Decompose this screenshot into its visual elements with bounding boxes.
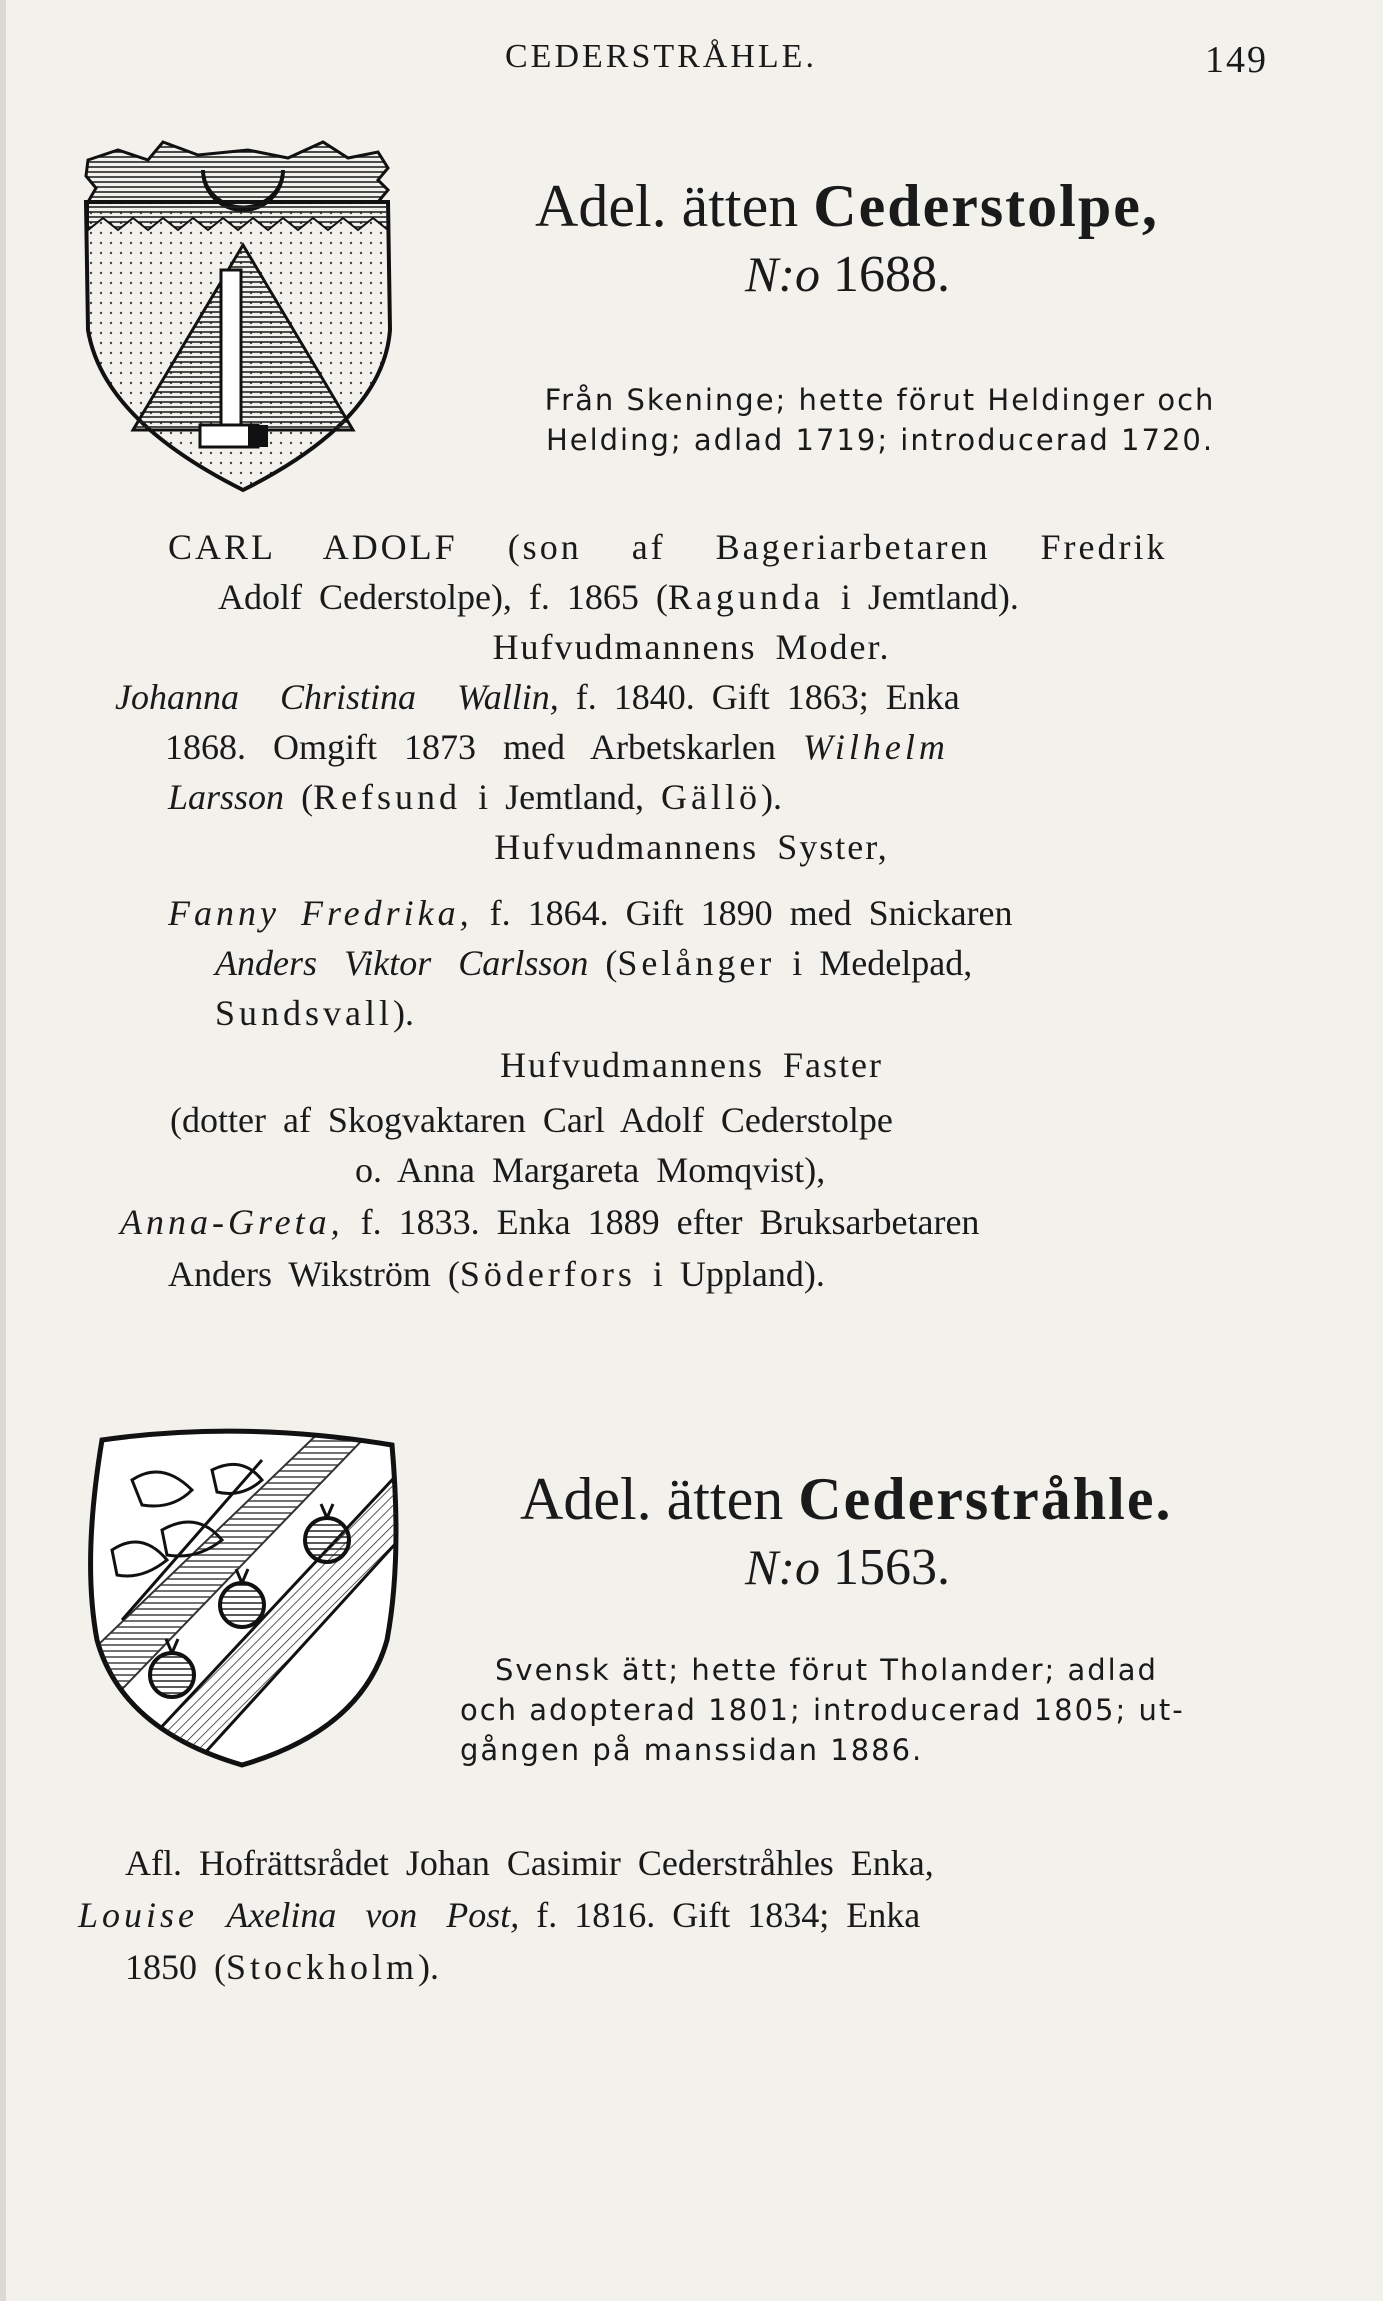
origin-line: Från Skeninge; hette förut Heldinger och [544, 383, 1216, 417]
title-prefix: Adel. ätten [520, 1466, 784, 1532]
origin-line: Svensk ätt; hette förut Tholander; adlad [495, 1653, 1158, 1687]
entry-line: Louise Axelina von Post, f. 1816. Gift 1834; Enka [78, 1895, 921, 1935]
cederstrahle-coat-of-arms [72, 1420, 412, 1775]
title-prefix: Adel. ätten [535, 173, 799, 239]
page-number: 149 [1205, 39, 1268, 81]
family-name: Cederstolpe, [813, 173, 1159, 239]
entry-line: 1850 (Stockholm). [125, 1947, 440, 1987]
family-number-cederstrahle [745, 1538, 950, 1597]
number-label: N:o [745, 1539, 820, 1595]
entry-line: Johanna Christina Wallin, f. 1840. Gift 1863; Enka [115, 677, 960, 717]
family-name: Cederstråhle. [798, 1466, 1173, 1532]
entry-line: Anders Wikström (Söderfors i Uppland). [168, 1254, 825, 1294]
entry-line: 1868. Omgift 1873 med Arbetskarlen Wilhelm [165, 727, 949, 767]
page-edge [0, 0, 6, 2301]
section-heading: Hufvudmannens Moder. [492, 627, 891, 667]
number-value: 1563. [833, 1539, 950, 1596]
entry-line: (dotter af Skogvaktaren Carl Adolf Cederstolpe [170, 1100, 893, 1140]
number-label: N:o [745, 246, 820, 302]
entry-line: Larsson (Refsund i Jemtland, Gällö). [168, 777, 783, 817]
entry-line: Fanny Fredrika, f. 1864. Gift 1890 med Snickaren [168, 893, 1013, 933]
entry-line: Anna-Greta, f. 1833. Enka 1889 efter Bruksarbetaren [120, 1202, 980, 1242]
family-title-cederstolpe [535, 172, 1159, 241]
running-head: CEDERSTRÅHLE. [505, 38, 817, 75]
origin-line: Helding; adlad 1719; introducerad 1720. [545, 423, 1215, 457]
cederstolpe-coat-of-arms [78, 130, 403, 500]
entry-line: Adolf Cederstolpe), f. 1865 (Ragunda i Jemtland). [218, 577, 1019, 617]
origin-line: gången på manssidan 1886. [460, 1733, 924, 1767]
origin-cederstrahle [455, 1650, 1320, 1770]
family-title-cederstrahle [520, 1465, 1172, 1534]
entry-line: CARL ADOLF (son af Bageriarbetaren Fredrik [168, 527, 1168, 567]
entry-line: Sundsvall). [215, 993, 415, 1033]
family-number-cederstolpe [745, 245, 950, 304]
entry-line: Anders Viktor Carlsson (Selånger i Medelpad, [215, 943, 973, 983]
page-header [0, 38, 1383, 88]
entry-line: Afl. Hofrättsrådet Johan Casimir Cederstråhles Enka, [125, 1843, 934, 1883]
origin-line: och adopterad 1801; introducerad 1805; ut- [460, 1693, 1185, 1727]
origin-cederstolpe [455, 380, 1305, 460]
number-value: 1688. [833, 246, 950, 303]
entry-line: o. Anna Margareta Momqvist), [355, 1150, 826, 1190]
section-heading: Hufvudmannens Faster [500, 1045, 883, 1085]
section-heading: Hufvudmannens Syster, [494, 827, 889, 867]
